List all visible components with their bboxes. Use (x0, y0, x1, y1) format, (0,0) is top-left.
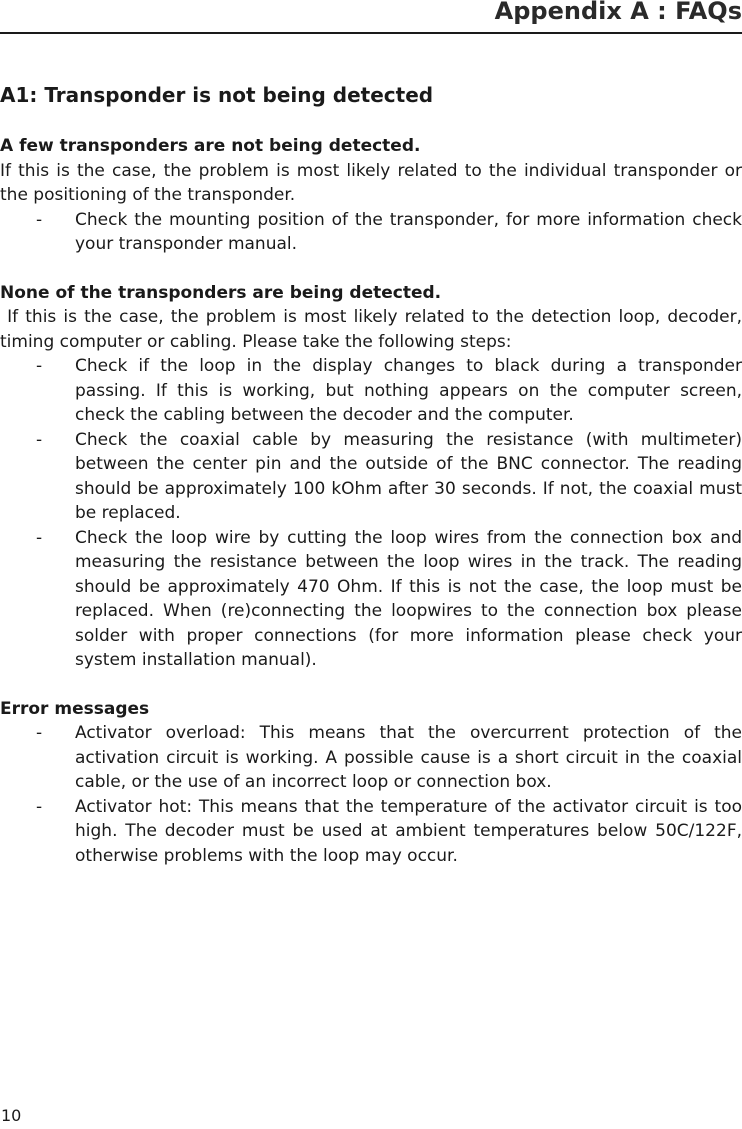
block-intro-few: If this is the case, the problem is most likely related to the individual transponder or the positioning of the transponder. (0, 160, 742, 205)
steps-list-few (0, 208, 742, 257)
list-item (0, 526, 742, 673)
list-item-text: Activator overload: This means that the overcurrent protection of the activation circuit is working. A possible cause is a short circuit in the coaxial cable, or the use of an incorrect loop or connection box. (75, 723, 742, 792)
header-title: Appendix A : FAQs (494, 0, 742, 25)
list-item-text: Activator hot: This means that the temperature of the activator circuit is too high. The decoder must be used at ambient temperatures below 50C/122F, otherwise problems with the loop may occur. (75, 796, 742, 866)
block-heading-none: None of the transponders are being detected. (0, 282, 442, 303)
list-item (0, 721, 742, 795)
list-item (0, 354, 742, 428)
block-heading-few: A few transponders are not being detected. (0, 136, 421, 156)
error-list (0, 721, 742, 868)
block-heading-errors: Error messages (0, 698, 150, 719)
list-item (0, 208, 742, 257)
faq-content (0, 80, 742, 868)
bullet-dash: - (36, 723, 43, 743)
list-item (0, 428, 742, 526)
bullet-dash: - (36, 796, 43, 817)
bullet-dash: - (36, 429, 43, 450)
list-item (0, 795, 742, 869)
section-title: A1: Transponder is not being detected (0, 83, 434, 107)
block-intro-none: If this is the case, the problem is most likely related to the detection loop, decoder, timing computer or cabling. Please take the following steps: (0, 307, 742, 352)
list-item-text: Check the mounting position of the transponder, for more information check your transponder manual. (75, 209, 742, 254)
list-item-text: Check the loop wire by cutting the loop wires from the connection box and measuring the resistance between the loop wires in the track. The reading should be approximately 470 Ohm. If this is not the case, the loop must be replaced. When (re)connecting the loopwires to the connection box please solder with proper connections (for more information please check your system installation manual). (75, 527, 742, 670)
page-number: 10 (1, 1106, 22, 1125)
bullet-dash: - (36, 356, 43, 376)
bullet-dash: - (36, 209, 43, 230)
list-item-text: Check the coaxial cable by measuring the resistance (with multimeter) between the center pin and the outside of the BNC connector. The reading should be approximately 100 kOhm after 30 seconds. If not, the coaxial must be replaced. (75, 429, 742, 523)
page-header (0, 0, 742, 34)
bullet-dash: - (36, 527, 43, 548)
steps-list-none (0, 354, 742, 673)
list-item-text: Check if the loop in the display changes to black during a transponder passing. If this is working, but nothing appears on the computer screen, check the cabling between the decoder and the computer. (75, 356, 742, 425)
